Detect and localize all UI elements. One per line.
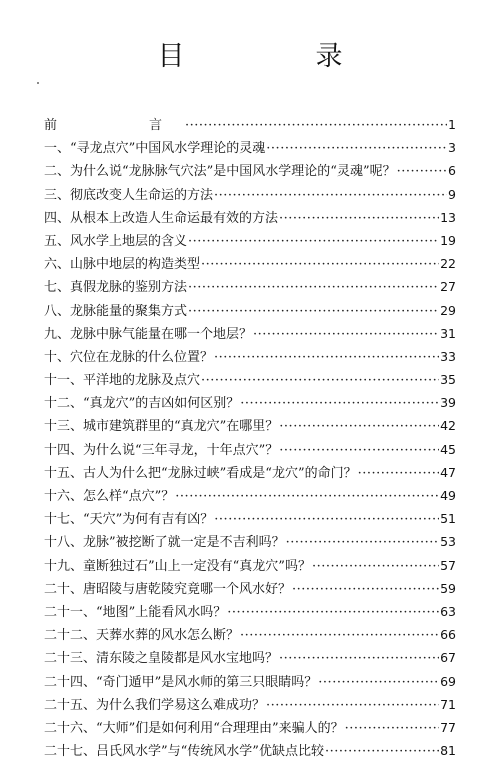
toc-entry-label: 十六、怎么样“点穴”？	[44, 489, 175, 504]
leader-dots	[188, 276, 439, 299]
toc-entry[interactable]	[44, 507, 456, 530]
toc-entry-page: 66	[440, 627, 456, 643]
toc-entry-page: 45	[440, 441, 456, 457]
toc-entry-page: 53	[440, 534, 456, 550]
toc-entry-page: 35	[440, 372, 456, 388]
toc-entry[interactable]	[44, 623, 456, 646]
toc-entry[interactable]	[44, 739, 456, 762]
toc-entry-label: 十七、“天穴”为何有吉有凶？	[44, 512, 214, 528]
toc-entry-page: 51	[440, 511, 456, 527]
leader-dots	[358, 462, 440, 485]
toc-entry-label: 二十三、清东陵之皇陵都是风水宝地吗？	[44, 651, 279, 667]
toc-entry[interactable]	[44, 414, 456, 437]
toc-entry[interactable]	[44, 159, 456, 182]
toc-entry-label: 二十二、天葬水葬的风水怎么断？	[44, 628, 240, 644]
toc-entry-label: 八、龙脉能量的聚集方式	[44, 303, 188, 319]
toc-entry-label: 前 言	[44, 118, 185, 133]
toc-entry-label: 二、为什么说“龙脉脉气穴法”是中国风水学理论的“灵魂”呢？	[44, 164, 396, 180]
leader-dots	[175, 485, 439, 508]
toc-entry[interactable]	[44, 600, 456, 623]
toc-entry-page: 69	[440, 673, 456, 689]
toc-entry[interactable]	[44, 554, 456, 577]
leader-dots	[279, 415, 439, 438]
leader-dots	[292, 578, 439, 601]
toc-entry-label: 十九、童断独过石”山上一定没有“真龙穴”吗？	[44, 558, 311, 574]
leader-dots	[185, 114, 447, 137]
leader-dots	[266, 694, 439, 717]
scan-speck	[37, 82, 39, 84]
page-title: 目 录	[157, 41, 395, 72]
leader-dots	[240, 392, 439, 415]
toc-entry-page: 63	[440, 603, 456, 619]
toc-entry[interactable]	[44, 322, 456, 345]
toc-entry-page: 81	[440, 743, 456, 759]
leader-dots	[214, 184, 447, 207]
toc-entry[interactable]	[44, 646, 456, 669]
leader-dots	[214, 508, 439, 531]
toc-entry[interactable]	[44, 670, 456, 693]
leader-dots	[214, 346, 439, 369]
toc-entry-page: 22	[440, 256, 456, 272]
toc-entry[interactable]	[44, 391, 456, 414]
toc-entry[interactable]	[44, 693, 456, 716]
leader-dots	[201, 253, 439, 276]
toc-entry[interactable]	[44, 484, 456, 507]
toc-entry[interactable]	[44, 368, 456, 391]
toc-entry-page: 9	[448, 186, 456, 202]
toc-entry-page: 27	[440, 279, 456, 295]
leader-dots	[266, 137, 447, 160]
toc-entry-label: 二十六、“大师”们是如何利用“合理理由”来骗人的？	[44, 720, 344, 736]
toc-entry-page: 47	[440, 464, 456, 480]
toc-entry-label: 二十、唐昭陵与唐乾陵究竟哪一个风水好？	[44, 581, 292, 597]
toc-entry-label: 十一、平洋地的龙脉及点穴	[44, 373, 201, 389]
toc-entry[interactable]	[44, 206, 456, 229]
toc-entry[interactable]	[44, 530, 456, 553]
toc-entry-label: 六、山脉中地层的构造类型	[44, 257, 201, 273]
leader-dots	[279, 647, 439, 670]
toc-entry[interactable]	[44, 345, 456, 368]
toc-entry-label: 七、真假龙脉的鉴别方法	[44, 280, 188, 296]
toc-entry-page: 71	[440, 696, 456, 712]
leader-dots	[227, 601, 439, 624]
toc-entry-page: 29	[440, 302, 456, 318]
toc-entry[interactable]	[44, 438, 456, 461]
toc-entry-label: 十、穴位在龙脉的什么位置？	[44, 349, 214, 365]
leader-dots	[312, 555, 439, 578]
toc-entry-page: 57	[440, 557, 456, 573]
toc-entry-page: 77	[440, 719, 456, 735]
toc-entry[interactable]	[44, 229, 456, 252]
toc-entry-label: 二十五、为什么我们学易这么难成功？	[44, 697, 266, 713]
toc-entry-page: 49	[440, 488, 456, 503]
leader-dots	[240, 624, 439, 647]
toc-entry-label: 十五、古人为什么把“龙脉过峡”看成是“龙穴”的命门？	[44, 465, 357, 481]
leader-dots	[286, 531, 439, 554]
leader-dots	[188, 230, 439, 253]
toc-entry[interactable]	[44, 716, 456, 739]
toc-entry-page: 31	[440, 325, 456, 341]
toc-entry-label: 一、“寻龙点穴”中国风水学理论的灵魂	[44, 141, 266, 157]
toc-entry-label: 十八、龙脉”被挖断了就一定是不吉利吗？	[44, 535, 285, 551]
toc-entry[interactable]	[44, 461, 456, 484]
toc-entry-page: 6	[448, 163, 456, 179]
toc-entry-page: 59	[440, 580, 456, 596]
leader-dots	[279, 439, 439, 462]
leader-dots	[345, 717, 440, 740]
toc-entry-label: 二十四、“奇门遁甲”是风水师的第三只眼睛吗？	[44, 674, 318, 690]
toc-entry-page: 1	[448, 117, 456, 132]
toc-entry-label: 十四、为什么说“三年寻龙，十年点穴”？	[44, 442, 279, 458]
toc-entry-page: 19	[440, 232, 456, 248]
toc-entry[interactable]	[44, 577, 456, 600]
toc-entry[interactable]	[44, 252, 456, 275]
toc-entry-label: 二十七、吕氏风水学”与“传统风水学”优缺点比较	[44, 744, 324, 760]
toc-entry-label: 四、从根本上改造人生命运最有效的方法	[44, 210, 279, 226]
leader-dots	[318, 671, 439, 694]
toc-entry-label: 三、彻底改变人生命运的方法	[44, 187, 214, 203]
toc-entry[interactable]	[44, 299, 456, 322]
toc-entry-label: 五、风水学上地层的含义	[44, 233, 188, 249]
toc-entry-page: 42	[440, 418, 456, 434]
toc-entry[interactable]	[44, 136, 456, 159]
toc-entry-label: 十三、城市建筑群里的“真龙穴”在哪里？	[44, 419, 279, 435]
toc-entry-page: 33	[440, 348, 456, 364]
toc-entry-page: 39	[440, 395, 456, 411]
toc-entry-label: 九、龙脉中脉气能量在哪一个地层？	[44, 326, 253, 342]
toc-entry[interactable]	[44, 183, 456, 206]
toc-entry-page: 67	[440, 650, 456, 666]
leader-dots	[201, 369, 439, 392]
toc-entry-label: 十二、“真龙穴”的吉凶如何区别？	[44, 396, 240, 412]
leader-dots	[253, 323, 439, 346]
table-of-contents	[44, 113, 456, 762]
toc-entry[interactable]	[44, 113, 456, 136]
leader-dots	[325, 740, 439, 763]
toc-entry-page: 3	[448, 140, 456, 156]
leader-dots	[279, 207, 439, 230]
toc-entry-page: 13	[440, 209, 456, 225]
toc-entry[interactable]	[44, 275, 456, 298]
leader-dots	[397, 160, 447, 183]
toc-entry-label: 二十一、“地图”上能看风水吗？	[44, 604, 227, 620]
leader-dots	[188, 300, 439, 323]
